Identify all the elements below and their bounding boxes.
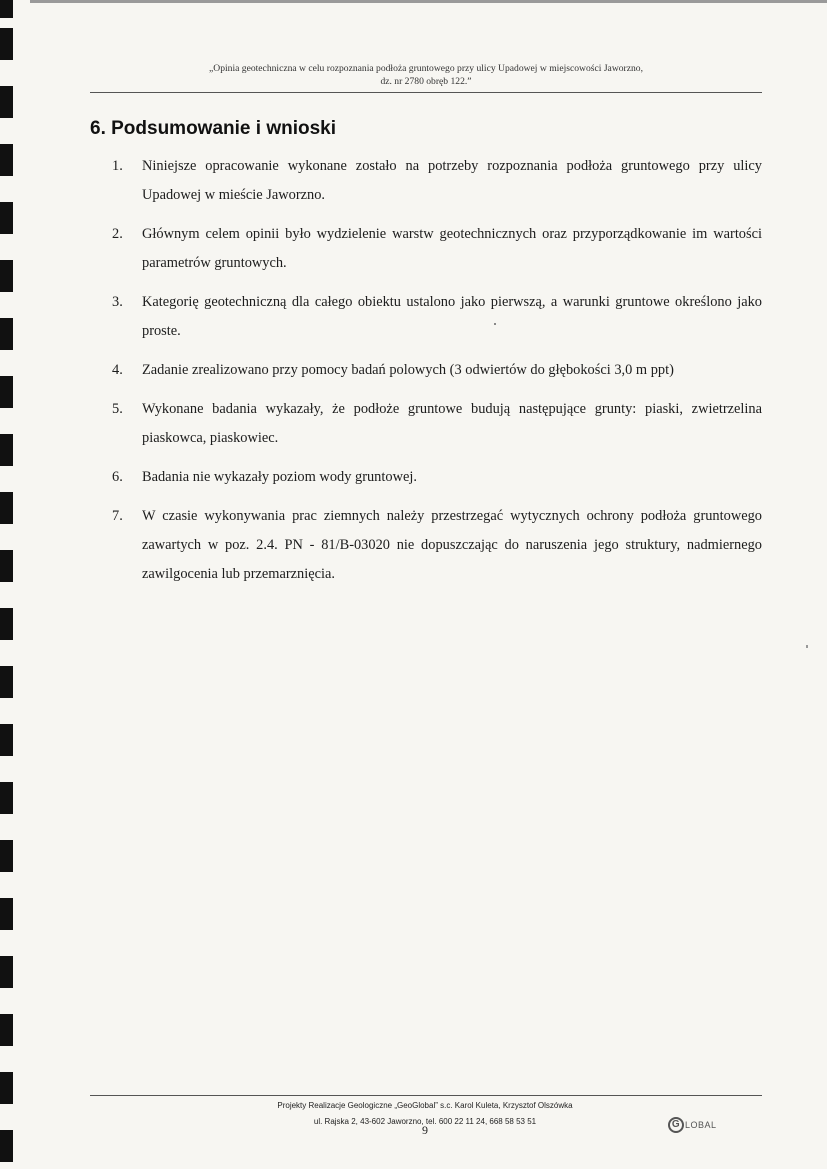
binding-hole bbox=[0, 550, 13, 582]
binding-hole bbox=[0, 666, 13, 698]
binding-hole bbox=[0, 956, 13, 988]
binding-hole bbox=[0, 376, 13, 408]
footer-divider bbox=[90, 1095, 762, 1096]
binding-hole bbox=[0, 86, 13, 118]
binding-hole bbox=[0, 318, 13, 350]
binding-hole bbox=[0, 1014, 13, 1046]
list-item bbox=[112, 502, 762, 589]
list-item bbox=[112, 152, 762, 210]
item-number: 7. bbox=[112, 508, 123, 524]
running-header bbox=[90, 62, 762, 88]
binding-hole bbox=[0, 1072, 13, 1104]
header-line-2: dz. nr 2780 obręb 122.” bbox=[380, 76, 472, 87]
list-item bbox=[112, 220, 762, 278]
header-line-1: „Opinia geotechniczna w celu rozpoznania podłoża gruntowego przy ulicy Upadowej w miejscowości Jaworzno, bbox=[209, 63, 643, 74]
binding-hole bbox=[0, 724, 13, 756]
conclusions-list bbox=[112, 152, 762, 599]
item-text: Badania nie wykazały poziom wody gruntowej. bbox=[142, 469, 417, 485]
item-number: 6. bbox=[112, 469, 123, 485]
item-number: 5. bbox=[112, 401, 123, 417]
item-text: W czasie wykonywania prac ziemnych należy przestrzegać wytycznych ochrony podłoża gruntowego zawartych w poz. 2.4. PN - 81/B-03020 nie dopuszczając do naruszenia jego struktury, nadmiernego zawilgocenia lub przemarznięcia. bbox=[142, 508, 762, 582]
logo-g-icon: G bbox=[668, 1117, 684, 1133]
item-number: 2. bbox=[112, 226, 123, 242]
item-number: 3. bbox=[112, 294, 123, 310]
binding-hole bbox=[0, 1130, 13, 1162]
binding-hole bbox=[0, 260, 13, 292]
scan-speck bbox=[494, 323, 496, 325]
list-item bbox=[112, 356, 762, 385]
list-item bbox=[112, 463, 762, 492]
binding-hole bbox=[0, 608, 13, 640]
page-number: 9 bbox=[422, 1123, 428, 1137]
item-text: Głównym celem opinii było wydzielenie warstw geotechnicznych oraz przyporządkowanie im wartości parametrów gruntowych. bbox=[142, 226, 762, 271]
binding-hole bbox=[0, 28, 13, 60]
item-number: 1. bbox=[112, 158, 123, 174]
binding-top bbox=[0, 0, 13, 18]
top-edge-line bbox=[30, 0, 827, 3]
binding-hole bbox=[0, 434, 13, 466]
binding-hole bbox=[0, 840, 13, 872]
section-title: 6. Podsumowanie i wnioski bbox=[90, 118, 336, 139]
binding-hole bbox=[0, 202, 13, 234]
header-divider bbox=[90, 92, 762, 93]
item-number: 4. bbox=[112, 362, 123, 378]
spiral-binding bbox=[0, 0, 14, 1169]
list-item bbox=[112, 395, 762, 453]
footer-address: ul. Rajska 2, 43-602 Jaworzno, tel. 600 22 11 24, 668 58 53 51 bbox=[313, 1117, 537, 1126]
binding-hole bbox=[0, 492, 13, 524]
item-text: Kategorię geotechniczną dla całego obiektu ustalono jako pierwszą, a warunki gruntowe określono jako proste. bbox=[142, 294, 762, 339]
binding-hole bbox=[0, 144, 13, 176]
binding-hole bbox=[0, 898, 13, 930]
footer-company: Projekty Realizacje Geologiczne „GeoGlobal” s.c. Karol Kuleta, Krzysztof Olszówka bbox=[277, 1101, 573, 1110]
item-text: Wykonane badania wykazały, że podłoże gruntowe budują następujące grunty: piaski, zwietrzelina piaskowca, piaskowiec. bbox=[142, 401, 762, 446]
item-text: Niniejsze opracowanie wykonane zostało na potrzeby rozpoznania podłoża gruntowego przy ulicy Upadowej w mieście Jaworzno. bbox=[142, 158, 762, 203]
global-logo bbox=[668, 1116, 717, 1134]
item-text: Zadanie zrealizowano przy pomocy badań polowych (3 odwiertów do głębokości 3,0 m ppt) bbox=[142, 362, 674, 378]
binding-hole bbox=[0, 782, 13, 814]
scan-speck bbox=[806, 645, 808, 648]
list-item bbox=[112, 288, 762, 346]
logo-text: LOBAL bbox=[685, 1120, 717, 1130]
